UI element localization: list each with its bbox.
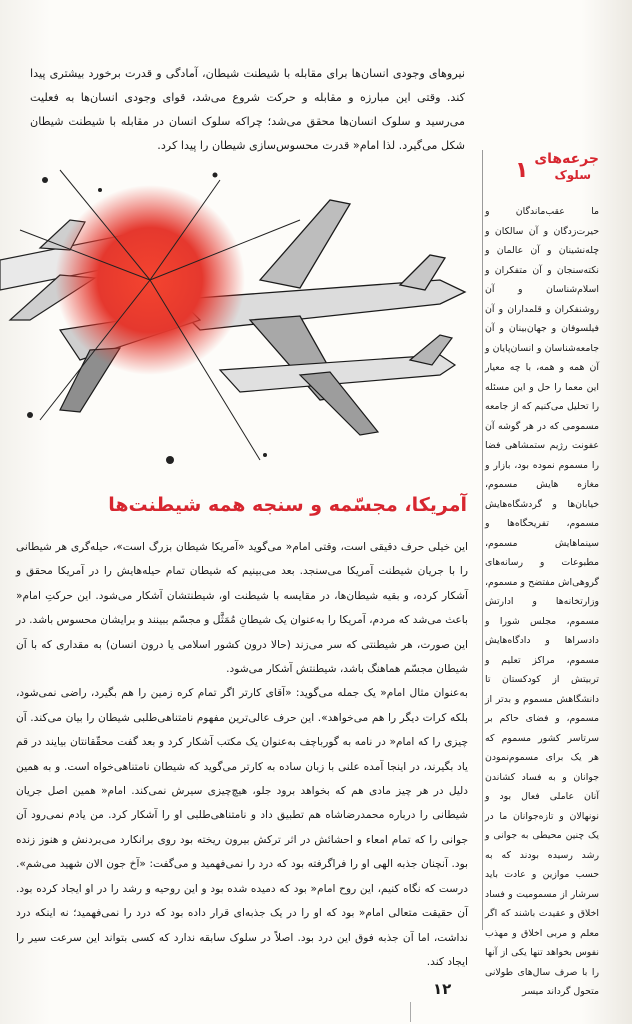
sidebar-title-line1: جرعه‌های (534, 151, 599, 167)
section-heading: آمریکا، مجسّمه و سنجه همه شیطنت‌ها (108, 494, 467, 516)
page-number: ۱۲ (433, 980, 452, 998)
footer-divider (410, 1002, 411, 1022)
jet-lower (220, 335, 455, 435)
sidebar-title-line2: سلوک (554, 168, 591, 182)
sidebar-box (482, 150, 601, 997)
explosion-illustration (0, 160, 470, 480)
sidebar-text-block (485, 172, 599, 1002)
main-paragraph-2: به‌عنوان مثال امام« یک جمله می‌گوید: «آقای کارتر اگر تمام کره زمین را هم بگیرد، راضی نمی‌شود، بلکه کرات دیگر را هم می‌خواهد». این حرف عالی‌ترین مفهوم نامتناهی‌طلبی شیطان را بیان می‌کند. آن چیزی را که امام« در نامه به گورباچف به‌عنوان یک مکتب آشکار کرد و بعد گفت محقّقانتان بیایند در قم یاد بگیرند، در اینجا آمده علنی با زبان ساده به کارتر می‌گوید که شیطان نامتناهی‌خواه است. و به همین دلیل در هر چیز مادی هم که بخواهد برود جلو، هیچ‌چیزی سیرش نمی‌کند. امام« همین اصل جریان شیطانی را درباره محمدرضاشاه هم تطبیق داد و نامتناهی‌طلبی او را آشکار کرد. من یادم نمی‌رود آن جوانی را که تمام امعاء و احشائش در اثر ترکش بیرون ریخته بود روی برانکارد می‌بردنش و هنوز زنده بود. آنچنان جذبه الهی او را فراگرفته بود که درد را نمی‌فهمید و می‌گفت: «آخ جون الان شهید می‌شم». درست که نگاه کنیم، این روح امام« بود که دمیده شده بود و این روحیه و رشد را در او ایجاد کرده بود. آن حقیقت متعالی امام« بود که او را در یک جذبه‌ای قرار داده بود که درد را نمی‌فهمید؛ نه اینکه درد نداشت، اما آن جذبه فوق این درد بود. اصلاً در سلوک سابقه ندارد که کسی بتواند این سرعت سیر را ایجاد کند. (16, 687, 468, 968)
main-text-block (16, 535, 468, 974)
top-paragraph: نیروهای وجودی انسان‌ها برای مقابله با شیطنت شیطان، آمادگی و قدرت برخورد بیشتری پیدا کند. وقتی این مبارزه و مقابله و حرکت شروع می‌شد، قوای وجودی انسان‌ها به فعلیت می‌رسید و سلوک انسان‌ها محقق می‌شد؛ چراکه سلوک انسان در مقابله با شیطنت شیطان شکل می‌گیرد. لذا امام« قدرت محسوس‌سازی شیطان را پیدا کرد. (30, 67, 465, 152)
sidebar-paragraph: ما عقب‌ماندگان و حیرت‌زدگان و آن سالکان و چله‌نشینان و آن عالمان و نکته‌سنجان و آن متفکران و اسلام‌شناسان و آن روشنفکران و قلمداران و آن فیلسوفان و جهان‌بینان و آن جامعه‌شناسان و انسان‌پایان و آن همه و همه، با چه معیار این معما را حل و این مسئله را تحلیل می‌کنیم که از جامعه مسمومی که در هر گوشه آن عفونت رژیم ستمشاهی فضا را مسموم نموده بود، بازار و مغازه هایش مسموم، خیابان‌ها و گردشگاه‌هایش مسموم، تفریحگاه‌ها و سینماهایش مسموم، مطبوعات و رسانه‌های گروهی‌اش مفتضح و مسموم، وزارتخانه‌ها و ادارتش مسموم، مجلس شورا و دادسراها و دادگاه‌هایش مسموم، مراکز تعلیم و تربیتش از کودکستان تا دانشگاهش مسموم و بدتر از مسموم، و فضای حاکم بر سرتاسر کشور مسموم که هر یک برای مسموم‌نمودن جوانان و به فساد کشاندن آنان عاملی فعال بود و نونهالان و تازه‌جوانان ما در یک چنین محیطی به جوانی و رشد رسیده بودند که به حسب موازین و عادت باید سرشار از مسمومیت و فساد اخلاق و عقیدت باشند که اگر معلم و مربی اخلاق و مهذب نفوس بخواهد تنها یکی از آنها را با صرف سال‌های طولانی متحول گرداند میسر (485, 206, 599, 997)
top-text-block (30, 62, 465, 158)
sidebar-title-number: ۱ (515, 158, 529, 183)
main-paragraph-1: این خیلی حرف دقیقی است، وقتی امام« می‌گوید «آمریکا شیطان بزرگ است»، حیله‌گری هر شیطانی را با جریان شیطنت آمریکا می‌سنجد. بعد می‌بینیم که شیطان تمام حیله‌هایش را در آمریکا محقق و آشکار کرده، و بقیه شیطان‌ها، در مقایسه با شیطنت او، شیطنتشان آشکار می‌شود. این حرکتِ امام« باعث می‌شد که مردم، آمریکا را به‌عنوان یک شیطانِ مُمَثَّل و مجسّم ببینند و برایشان محسوس باشد. در این صورت، هر شیطنتی که سر می‌زند (حالا درون کشور اسلامی یا درون انسان) به مقداری که با آن شیطان مجسّم هماهنگ باشد، شیطنتش آشکار می‌شود. (15, 541, 468, 676)
